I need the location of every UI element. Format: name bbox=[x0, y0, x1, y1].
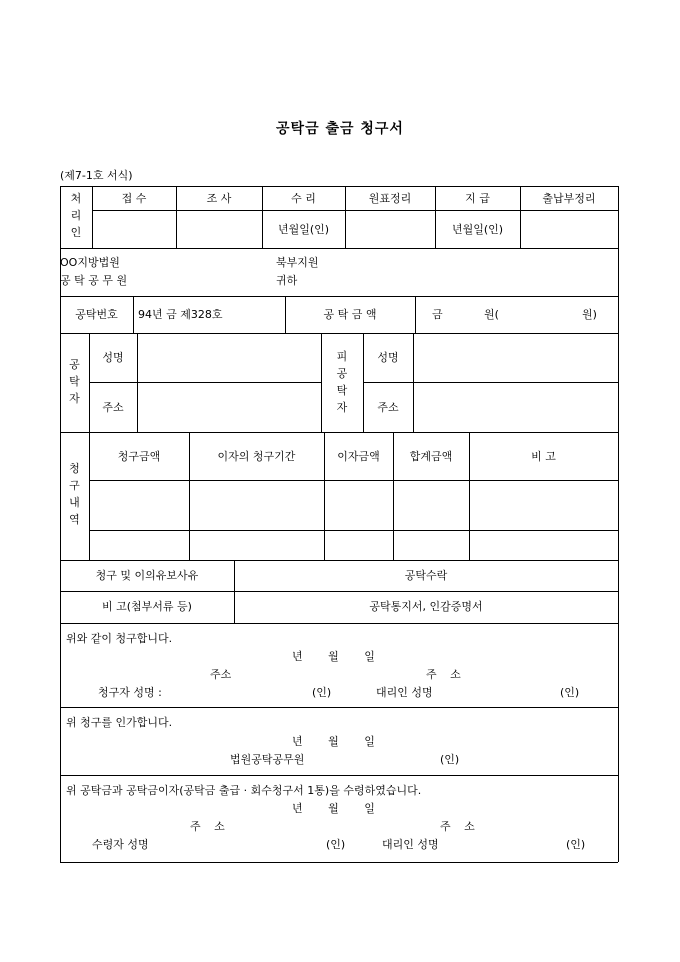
approval-seal: (인) bbox=[440, 753, 460, 766]
court-branch: 북부지원 bbox=[276, 256, 319, 269]
court-name: OO지방법원 bbox=[60, 256, 120, 269]
claimant-seal: (인) bbox=[312, 686, 332, 699]
receipt-date: 년 월 일 bbox=[292, 802, 375, 815]
depositee-label: 피 공 탁 자 bbox=[336, 350, 348, 414]
deposit-number-value: 94년 금 제328호 bbox=[138, 308, 223, 321]
request-agent-name-label: 대리인 성명 bbox=[376, 686, 433, 699]
request-statement: 위와 같이 청구합니다. bbox=[66, 632, 173, 645]
approval-statement: 위 청구를 인가합니다. bbox=[66, 716, 173, 729]
depositor-address-label: 주소 bbox=[102, 401, 124, 414]
col-interest-period: 이자의 청구기간 bbox=[217, 450, 296, 463]
header-acceptance: 수 리 bbox=[291, 192, 316, 205]
receipt-address-label: 주 소 bbox=[190, 820, 225, 833]
remarks-label: 비 고(첨부서류 등) bbox=[102, 600, 192, 613]
recipient-seal: (인) bbox=[326, 838, 346, 851]
amount-won-open: 원( bbox=[484, 308, 499, 321]
reason-label: 청구 및 이의유보사유 bbox=[95, 569, 199, 582]
receipt-statement: 위 공탁금과 공탁금이자(공탁금 출급 · 회수청구서 1통)을 수령하였습니다. bbox=[66, 784, 422, 797]
depositee-name-label: 성명 bbox=[377, 351, 399, 364]
claim-label: 청 구 내 역 bbox=[69, 462, 80, 526]
amount-prefix: 금 bbox=[432, 308, 443, 321]
receipt-agent-address-label: 주 소 bbox=[440, 820, 475, 833]
amount-won-close: 원) bbox=[582, 308, 597, 321]
col-claim-amount: 청구금액 bbox=[117, 450, 161, 463]
header-review: 조 사 bbox=[206, 192, 232, 205]
header-cashbook: 출납부정리 bbox=[542, 192, 596, 205]
remarks-value: 공탁통지서, 인감증명서 bbox=[369, 600, 483, 613]
request-date: 년 월 일 bbox=[292, 650, 375, 663]
deposit-amount-label: 공 탁 금 액 bbox=[323, 308, 377, 321]
reason-value: 공탁수락 bbox=[404, 569, 448, 582]
honorific: 귀하 bbox=[276, 274, 298, 287]
approval-officer: 법원공탁공무원 bbox=[230, 753, 305, 766]
header-payment: 지 급 bbox=[465, 192, 490, 205]
depositor-name-label: 성명 bbox=[102, 351, 124, 364]
depositor-label: 공 탁 자 bbox=[69, 358, 80, 405]
receipt-agent-name-label: 대리인 성명 bbox=[382, 838, 439, 851]
col-total-amount: 합계금액 bbox=[409, 450, 453, 463]
processing-label: 처 리 인 bbox=[70, 192, 82, 239]
header-ledger: 원표정리 bbox=[368, 192, 412, 205]
deposit-number-label: 공탁번호 bbox=[75, 308, 118, 321]
form-number: (제7-1호 서식) bbox=[60, 169, 133, 182]
col-interest-amount: 이자금액 bbox=[337, 450, 380, 463]
request-address-label: 주소 bbox=[210, 668, 232, 681]
court-officer: 공 탁 공 무 원 bbox=[60, 274, 128, 287]
approval-date: 년 월 일 bbox=[292, 735, 375, 748]
header-receipt: 접 수 bbox=[121, 192, 147, 205]
request-agent-address-label: 주 소 bbox=[426, 668, 461, 681]
payment-date: 년월일(인) bbox=[451, 223, 504, 236]
acceptance-date: 년월일(인) bbox=[277, 223, 330, 236]
receipt-agent-seal: (인) bbox=[566, 838, 586, 851]
col-remarks: 비 고 bbox=[531, 450, 556, 463]
recipient-name-label: 수령자 성명 bbox=[92, 838, 149, 851]
claimant-name-label: 청구자 성명 : bbox=[98, 686, 162, 699]
page-title: 공탁금 출금 청구서 bbox=[276, 121, 404, 137]
depositee-address-label: 주소 bbox=[377, 401, 399, 414]
request-agent-seal: (인) bbox=[560, 686, 580, 699]
